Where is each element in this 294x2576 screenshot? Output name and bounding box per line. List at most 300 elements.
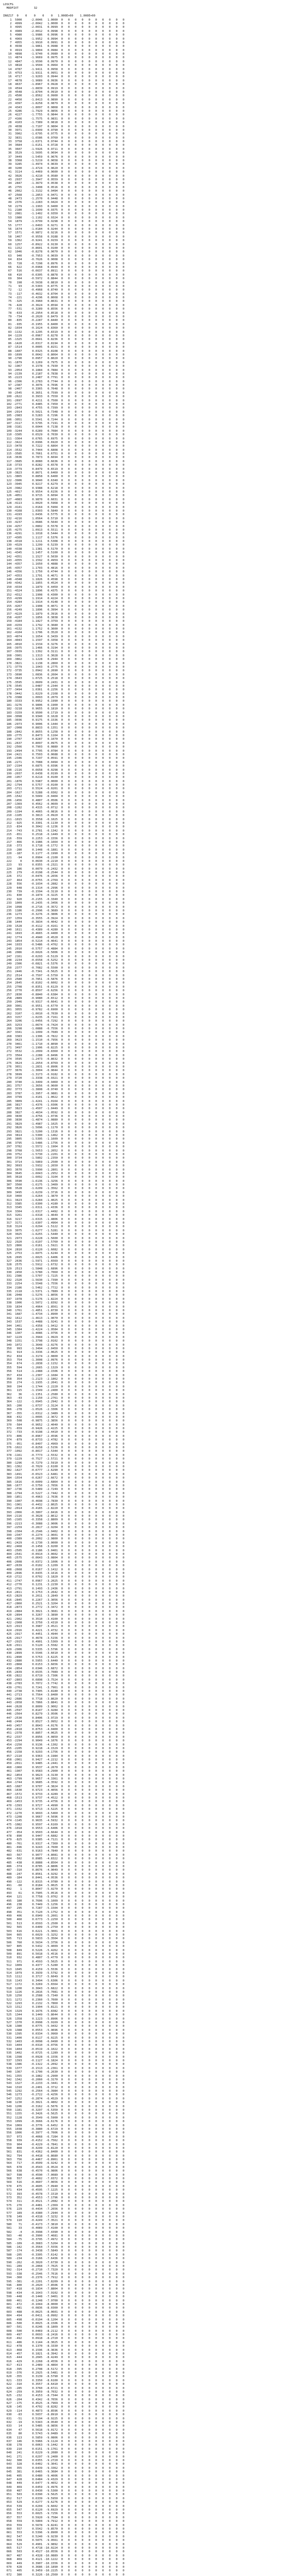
text-line: 435 -2839 0.6535 -3.7089 0 0 0 0 0 0 0 0 0 0: [3, 1671, 125, 1674]
text-line: 52 2081 -1.1402 0.9350 0 0 0 0 0 0 0 0 0 0: [3, 212, 125, 216]
text-line: 198 -2116 0.6658 0.0298 0 0 0 0 0 0 0 0 0 0: [3, 768, 125, 772]
text-line: 24 4343 -1.8097 0.9868 0 0 0 0 0 0 0 0 0 0: [3, 106, 125, 109]
text-line: 30 3971 -1.6999 0.9790 0 0 0 0 0 0 0 0 0 0: [3, 128, 125, 132]
text-line: 533 1404 -0.0310 -6.0756 0 0 0 0 0 0 0 0 0 0: [3, 2044, 125, 2047]
text-line: 265 3253 -1.0674 -0.7424 0 0 0 0 0 0 0 0 0 0: [3, 1023, 125, 1027]
text-line: 210 -1105 0.3813 -0.0920 0 0 0 0 0 0 0 0 0 0: [3, 814, 125, 818]
text-line: 64 834 -0.7626 0.9008 0 0 0 0 0 0 0 0 0 0: [3, 258, 125, 262]
text-line: 61 1152 -0.8601 0.9100 0 0 0 0 0 0 0 0 0 0: [3, 247, 125, 250]
text-line: 655 547 0.6120 -9.6929 0 0 0 0 0 0 0 0 0 0: [3, 2509, 125, 2512]
text-line: 371 -659 -0.9426 -2.4225 0 0 0 0 0 0 0 0 0 0: [3, 1427, 125, 1431]
text-line: 549 1206 -0.3162 -6.5076 0 0 0 0 0 0 0 0 0 0: [3, 2105, 125, 2108]
text-line: 132 -4216 1.0564 0.5710 0 0 0 0 0 0 0 0 0 0: [3, 517, 125, 520]
text-line: 631 -51 0.5194 -8.9225 0 0 0 0 0 0 0 0 0 0: [3, 2417, 125, 2420]
text-line: 329 2513 -1.5848 -1.6896 0 0 0 0 0 0 0 0 0 0: [3, 1267, 125, 1270]
text-line: 542 1342 -0.2060 -6.3170 0 0 0 0 0 0 0 0 0 0: [3, 2078, 125, 2081]
text-line: 382 -1427 -0.6777 -2.6290 0 0 0 0 0 0 0 0 0 0: [3, 1469, 125, 1472]
text-line: 73 -117 -0.4632 0.8704 0 0 0 0 0 0 0 0 0 0: [3, 292, 125, 296]
text-line: 292 3826 -1.5096 -1.1170 0 0 0 0 0 0 0 0 0 0: [3, 1126, 125, 1130]
text-line: 28 4103 -1.7389 0.9818 0 0 0 0 0 0 0 0 0 0: [3, 121, 125, 125]
text-line: 204 -1627 0.5288 -0.0302 0 0 0 0 0 0 0 0 0 0: [3, 791, 125, 794]
text-line: 536 1398 -0.0928 -6.1556 0 0 0 0 0 0 0 0 0 0: [3, 2055, 125, 2059]
text-line: 162 -4104 1.1706 0.3520 0 0 0 0 0 0 0 0 0 0: [3, 631, 125, 635]
text-line: 586 -142 -0.3564 -7.5556 0 0 0 0 0 0 0 0 0 0: [3, 2246, 125, 2249]
text-line: 469 -1453 0.9735 -4.4756 0 0 0 0 0 0 0 0 0 0: [3, 1800, 125, 1804]
text-line: 645 381 0.6465 -9.3684 0 0 0 0 0 0 0 0 0 0: [3, 2470, 125, 2474]
text-line: 46 2662 -1.3132 0.9494 0 0 0 0 0 0 0 0 0 0: [3, 190, 125, 193]
text-line: 25 4286 -1.7929 0.9856 0 0 0 0 0 0 0 0 0 0: [3, 109, 125, 113]
text-line: 114 -3532 0.7444 0.6808 0 0 0 0 0 0 0 0 0 0: [3, 448, 125, 452]
text-line: 121 -3865 0.8858 0.6400 0 0 0 0 0 0 0 0 0 0: [3, 475, 125, 479]
text-line: 386 -1677 -0.5750 -2.7056 0 0 0 0 0 0 0 0 0 0: [3, 1484, 125, 1487]
text-line: 585 -109 -0.3683 -7.5264 0 0 0 0 0 0 0 0 0 0: [3, 2242, 125, 2245]
text-line: 284 3799 -1.4101 -1.0022 0 0 0 0 0 0 0 0 0 0: [3, 1096, 125, 1099]
text-line: 237 1359 -0.3555 -0.3924 0 0 0 0 0 0 0 0 0 0: [3, 917, 125, 920]
text-line: 528 1380 0.0775 -5.9432 0 0 0 0 0 0 0 0 0 0: [3, 2025, 125, 2028]
text-line: 376 -1022 -0.8258 -2.5156 0 0 0 0 0 0 0 0 0 0: [3, 1446, 125, 1450]
text-line: 302 3693 -1.5932 -1.2650 0 0 0 0 0 0 0 0 0 0: [3, 1164, 125, 1168]
text-line: 231 830 -0.1874 -0.3225 0 0 0 0 0 0 0 0 0 0: [3, 894, 125, 897]
text-line: 661 553 0.5396 -9.8900 0 0 0 0 0 0 0 0 0 0: [3, 2531, 125, 2535]
text-line: 374 -879 -0.8733 -2.4782 0 0 0 0 0 0 0 0 0 0: [3, 1438, 125, 1442]
text-line: 18 4637 -1.8967 0.9928 0 0 0 0 0 0 0 0 0 0: [3, 83, 125, 87]
text-line: 416 -2845 0.2267 -3.3056 0 0 0 0 0 0 0 0 0 0: [3, 1598, 125, 1602]
text-line: 97 -2387 0.3076 0.7696 0 0 0 0 0 0 0 0 0 0: [3, 384, 125, 387]
text-line: 280 3740 -1.3499 -0.9460 0 0 0 0 0 0 0 0 0 0: [3, 1080, 125, 1084]
text-line: 480 -761 0.9317 -4.7360 0 0 0 0 0 0 0 0 0 0: [3, 1842, 125, 1845]
text-line: 563 756 -0.4467 -6.8961 0 0 0 0 0 0 0 0 0 0: [3, 2158, 125, 2162]
text-line: 632 -19 0.5343 -8.9540 0 0 0 0 0 0 0 0 0 0: [3, 2421, 125, 2425]
text-line: 395 -2165 -0.3358 -2.8809 0 0 0 0 0 0 0 0 0 0: [3, 1518, 125, 1522]
text-line: 570 475 -0.4605 -7.0940 0 0 0 0 0 0 0 0 0 0: [3, 2184, 125, 2188]
text-line: 349 1072 -1.3648 -2.0276 0 0 0 0 0 0 0 0 0 0: [3, 1343, 125, 1347]
text-line: 358 354 -1.2123 -2.1862 0 0 0 0 0 0 0 0 0 0: [3, 1378, 125, 1381]
text-line: 644 355 0.6439 -9.3362 0 0 0 0 0 0 0 0 0 0: [3, 2466, 125, 2470]
text-line: 643 328 0.6402 -9.3041 0 0 0 0 0 0 0 0 0 0: [3, 2463, 125, 2466]
text-line: 11 4874 -1.9669 0.9975 0 0 0 0 0 0 0 0 0 0: [3, 56, 125, 60]
text-line: 41 3114 -1.4469 0.9600 0 0 0 0 0 0 0 0 0 0: [3, 171, 125, 174]
text-line: 488 -247 0.8561 -4.9292 0 0 0 0 0 0 0 0 0 0: [3, 1872, 125, 1876]
text-line: 641 271 0.6297 -9.2400 0 0 0 0 0 0 0 0 0 0: [3, 2455, 125, 2459]
text-line: 22 4450 -1.8413 0.9890 0 0 0 0 0 0 0 0 0 0: [3, 98, 125, 101]
text-line: 4 4989 -2.0012 0.9998 0 0 0 0 0 0 0 0 0 0: [3, 29, 125, 33]
text-line: 464 -1744 0.9685 -4.3592 0 0 0 0 0 0 0 0 0 0: [3, 1781, 125, 1785]
text-line: 377 -1092 -0.8017 -2.5344 0 0 0 0 0 0 0 0 0 0: [3, 1450, 125, 1453]
text-line: 467 -1572 0.9733 -4.4289 0 0 0 0 0 0 0 0 0 0: [3, 1792, 125, 1796]
text-line: 263 3157 -1.0235 -0.7161 0 0 0 0 0 0 0 0 0 0: [3, 1015, 125, 1019]
text-line: 240 1611 -0.4389 -0.4280 0 0 0 0 0 0 0 0 0 0: [3, 928, 125, 931]
text-line: 38 3368 -1.5219 0.9658 0 0 0 0 0 0 0 0 0 0: [3, 159, 125, 163]
text-line: 422 -2908 0.3750 -3.4310 0 0 0 0 0 0 0 0 0 0: [3, 1621, 125, 1625]
text-line: 290 3830 -1.4874 -1.0880 0 0 0 0 0 0 0 0 0 0: [3, 1118, 125, 1122]
text-line: 665 517 0.4718 -10.0224 0 0 0 0 0 0 0 0 0 0: [3, 2546, 125, 2550]
text-line: 609 -497 0.0693 -8.2416 0 0 0 0 0 0 0 0 0 0: [3, 2333, 125, 2337]
text-line: 249 2306 -0.6821 -0.5376 0 0 0 0 0 0 0 0 0 0: [3, 962, 125, 966]
text-line: 474 -1145 0.9635 -4.5932 0 0 0 0 0 0 0 0 0 0: [3, 1819, 125, 1823]
text-line: 417 -2860 0.2521 -3.3264 0 0 0 0 0 0 0 0 0 0: [3, 1602, 125, 1606]
text-line: 506 760 0.5634 -5.3756 0 0 0 0 0 0 0 0 0 0: [3, 1941, 125, 1944]
text-line: 640 241 0.6229 -9.2080 0 0 0 0 0 0 0 0 0 0: [3, 2451, 125, 2455]
text-line: 612 -478 0.1370 -8.3330 0 0 0 0 0 0 0 0 0 0: [3, 2345, 125, 2348]
text-line: 322 2920 -1.6197 -1.5760 0 0 0 0 0 0 0 0 0 0: [3, 1240, 125, 1244]
text-line: 333 2254 -1.5548 -1.7556 0 0 0 0 0 0 0 0 0 0: [3, 1282, 125, 1286]
text-line: 200 -1957 0.6214 0.0100 0 0 0 0 0 0 0 0 0 0: [3, 776, 125, 779]
text-line: 587 -174 -0.3438 -7.5849 0 0 0 0 0 0 0 0 0 0: [3, 2249, 125, 2253]
text-line: 95 -2223 0.2487 0.7791 0 0 0 0 0 0 0 0 0 0: [3, 376, 125, 380]
text-line: 375 -951 -0.8497 -2.4969 0 0 0 0 0 0 0 0 0 0: [3, 1442, 125, 1446]
text-line: 582 -4 -0.3998 -7.4390 0 0 0 0 0 0 0 0 0 0: [3, 2230, 125, 2234]
text-line: 385 -1616 -0.6009 -2.6864 0 0 0 0 0 0 0 0 0 0: [3, 1480, 125, 1484]
text-line: 398 -2304 -0.2546 -2.9402 0 0 0 0 0 0 0 0 0 0: [3, 1530, 125, 1533]
text-line: 124 -3982 0.9388 0.6218 0 0 0 0 0 0 0 0 0 0: [3, 486, 125, 490]
text-line: 86 -1420 -0.0317 0.8194 0 0 0 0 0 0 0 0 0 0: [3, 342, 125, 345]
text-line: 133 -4237 1.0686 0.5644 0 0 0 0 0 0 0 0 0 0: [3, 521, 125, 524]
text-line: 583 -40 -0.3900 -7.4681 0 0 0 0 0 0 0 0 0 0: [3, 2234, 125, 2238]
text-line: 123 -3945 0.9217 0.6279 0 0 0 0 0 0 0 0 0 0: [3, 483, 125, 486]
text-line: 167 -3939 1.1392 0.3111 0 0 0 0 0 0 0 0 0 0: [3, 650, 125, 654]
text-line: 413 -2791 0.1493 -3.2436 0 0 0 0 0 0 0 0 0 0: [3, 1587, 125, 1590]
text-line: 189 -2775 0.8473 0.1164 0 0 0 0 0 0 0 0 0 0: [3, 734, 125, 737]
text-line: 453 -2294 0.9049 -4.1076 0 0 0 0 0 0 0 0 0 0: [3, 1739, 125, 1743]
text-line: 188 -2842 0.8655 0.1258 0 0 0 0 0 0 0 0 0 0: [3, 730, 125, 734]
text-line: 156 -4249 1.1896 0.3994 0 0 0 0 0 0 0 0 0 0: [3, 608, 125, 612]
text-line: 117 -3685 0.8080 0.6636 0 0 0 0 0 0 0 0 0 0: [3, 460, 125, 463]
text-line: 454 -2250 0.9136 -4.1302 0 0 0 0 0 0 0 0 0 0: [3, 1743, 125, 1747]
text-line: 593 -338 -0.2546 -7.7616 0 0 0 0 0 0 0 0 0 0: [3, 2272, 125, 2276]
text-line: 482 -631 0.9163 -4.7840 0 0 0 0 0 0 0 0 0 0: [3, 1850, 125, 1853]
text-line: 494 121 0.7758 -5.0762 0 0 0 0 0 0 0 0 0 0: [3, 1895, 125, 1899]
text-line: 591 -289 -0.2868 -7.7025 0 0 0 0 0 0 0 0 0 0: [3, 2265, 125, 2268]
text-line: 201 -1876 0.5987 0.0000 0 0 0 0 0 0 0 0 0 0: [3, 779, 125, 783]
text-line: 410 -2722 0.0702 -3.1820 0 0 0 0 0 0 0 0 0 0: [3, 1575, 125, 1579]
text-line: 138 -4318 1.1211 0.5308 0 0 0 0 0 0 0 0 0 0: [3, 540, 125, 544]
text-line: 99 -2545 0.3651 0.7599 0 0 0 0 0 0 0 0 0 0: [3, 391, 125, 395]
text-line: 101 -2697 0.4211 0.7500 0 0 0 0 0 0 0 0 0 0: [3, 399, 125, 402]
text-line: 400 -2389 -0.2002 -2.9800 0 0 0 0 0 0 0 0 0 0: [3, 1537, 125, 1541]
text-line: 511 971 0.4593 -5.5025 0 0 0 0 0 0 0 0 0 0: [3, 1960, 125, 1963]
text-line: 611 -486 0.1144 -8.3025 0 0 0 0 0 0 0 0 0 0: [3, 2341, 125, 2344]
text-line: 135 -4275 1.0913 0.5511 0 0 0 0 0 0 0 0 0 0: [3, 528, 125, 532]
text-line: 130 -4168 1.0303 0.5840 0 0 0 0 0 0 0 0 0 0: [3, 509, 125, 513]
text-line: 159 -4184 1.1827 0.3759 0 0 0 0 0 0 0 0 0 0: [3, 620, 125, 623]
text-line: 164 -4043 1.1597 0.3358 0 0 0 0 0 0 0 0 0 0: [3, 639, 125, 642]
text-line: 17 4678 -1.9089 0.9936 0 0 0 0 0 0 0 0 0 0: [3, 79, 125, 82]
text-line: 360 194 -1.1744 -2.2220 0 0 0 0 0 0 0 0 0 0: [3, 1385, 125, 1388]
text-line: 579 110 -0.4249 -7.3521 0 0 0 0 0 0 0 0 0 0: [3, 2219, 125, 2223]
text-line: 207 -1369 0.4562 -0.0609 0 0 0 0 0 0 0 0 0 0: [3, 803, 125, 806]
text-line: 486 -374 0.8785 -4.8806 0 0 0 0 0 0 0 0 0 0: [3, 1865, 125, 1869]
text-line: 75 -325 -0.3960 0.8631 0 0 0 0 0 0 0 0 0 0: [3, 300, 125, 303]
text-line: 672 380 0.3226 -10.2560 0 0 0 0 0 0 0 0 0 0: [3, 2573, 125, 2576]
text-line: 370 -584 -0.9652 -2.4040 0 0 0 0 0 0 0 0 0 0: [3, 1423, 125, 1427]
text-line: 662 547 0.5240 -9.9230 0 0 0 0 0 0 0 0 0 0: [3, 2535, 125, 2538]
text-line: 222 0 0.0630 -0.2210 0 0 0 0 0 0 0 0 0 0: [3, 859, 125, 863]
text-line: 104 -2914 0.5021 0.7348 0 0 0 0 0 0 0 0 0 0: [3, 410, 125, 414]
text-line: 300 3734 -1.5802 -1.2350 0 0 0 0 0 0 0 0 0 0: [3, 1157, 125, 1160]
text-line: 42 3026 -1.4210 0.9580 0 0 0 0 0 0 0 0 0 0: [3, 174, 125, 178]
text-line: 564 717 -0.4509 -6.9242 0 0 0 0 0 0 0 0 0 0: [3, 2162, 125, 2165]
text-line: 470 -1393 0.9727 -4.4990 0 0 0 0 0 0 0 0 0 0: [3, 1804, 125, 1807]
text-line: 636 113 0.5859 -9.0806 0 0 0 0 0 0 0 0 0 0: [3, 2436, 125, 2439]
text-line: 455 -2205 0.9218 -4.1529 0 0 0 0 0 0 0 0 0 0: [3, 1747, 125, 1750]
text-line: 407 -2639 -0.0102 -3.1209 0 0 0 0 0 0 0 0 0 0: [3, 1564, 125, 1568]
text-line: 372 -733 -0.9198 -2.4410 0 0 0 0 0 0 0 0 0 0: [3, 1431, 125, 1434]
text-line: 310 3460 -1.6264 -1.3870 0 0 0 0 0 0 0 0 0 0: [3, 1195, 125, 1198]
text-line: 465 -1687 0.9707 -4.3824 0 0 0 0 0 0 0 0 0 0: [3, 1785, 125, 1788]
text-line: 301 3714 -1.5869 -1.2500 0 0 0 0 0 0 0 0 0 0: [3, 1160, 125, 1164]
text-line: 378 -1161 -0.7773 -2.5532 0 0 0 0 0 0 0 0 0 0: [3, 1453, 125, 1457]
text-line: 252 2514 -0.7597 -0.5750 0 0 0 0 0 0 0 0 0 0: [3, 974, 125, 977]
text-line: 317 3171 -1.6307 -1.4964 0 0 0 0 0 0 0 0 0 0: [3, 1222, 125, 1225]
text-line: 517 1172 0.3269 -5.6564 0 0 0 0 0 0 0 0 0 0: [3, 1983, 125, 1987]
text-line: 23 4397 -1.8258 0.9879 0 0 0 0 0 0 0 0 0 0: [3, 102, 125, 106]
text-line: 213 -834 0.3042 -0.1236 0 0 0 0 0 0 0 0 0 0: [3, 825, 125, 829]
text-line: 484 -502 0.8985 -4.8322 0 0 0 0 0 0 0 0 0 0: [3, 1857, 125, 1861]
text-line: 304 3645 -1.6043 -1.2952 0 0 0 0 0 0 0 0 0 0: [3, 1172, 125, 1175]
text-line: 559 904 -0.4229 -6.7841 0 0 0 0 0 0 0 0 0 0: [3, 2143, 125, 2146]
text-line: 48 2473 -1.2570 0.9448 0 0 0 0 0 0 0 0 0 0: [3, 197, 125, 200]
text-line: 489 -184 0.8441 -4.9536 0 0 0 0 0 0 0 0 0 0: [3, 1876, 125, 1880]
text-line: 13 4818 -1.9504 0.9964 0 0 0 0 0 0 0 0 0 0: [3, 64, 125, 67]
text-line: 88 -1607 0.0325 0.8108 0 0 0 0 0 0 0 0 0 0: [3, 349, 125, 353]
text-line: 224 186 0.0079 -0.2432 0 0 0 0 0 0 0 0 0 0: [3, 867, 125, 871]
text-line: 361 115 -1.1549 -2.2400 0 0 0 0 0 0 0 0 0 0: [3, 1389, 125, 1393]
text-line: 671 405 0.3459 -10.2225 0 0 0 0 0 0 0 0 0 0: [3, 2569, 125, 2573]
text-line: 166 -3975 1.1466 0.3194 0 0 0 0 0 0 0 0 0 0: [3, 647, 125, 650]
text-line: 235 1186 -0.2996 -0.3689 0 0 0 0 0 0 0 0 0 0: [3, 909, 125, 912]
text-line: 47 2568 -1.2853 0.9471 0 0 0 0 0 0 0 0 0 0: [3, 193, 125, 197]
text-line: 35 3607 -1.5926 0.9711 0 0 0 0 0 0 0 0 0 0: [3, 147, 125, 151]
text-line: 363 -43 -1.1150 -2.2761 0 0 0 0 0 0 0 0 0 0: [3, 1396, 125, 1400]
text-line: 287 3823 -1.4507 -1.0449 0 0 0 0 0 0 0 0 0 0: [3, 1107, 125, 1111]
text-line: 115 -3585 0.7661 0.6751 0 0 0 0 0 0 0 0 0 0: [3, 452, 125, 456]
text-line: 368 -432 -1.0095 -2.3672 0 0 0 0 0 0 0 0 0 0: [3, 1415, 125, 1419]
text-line: 473 -1208 0.9667 -4.5696 0 0 0 0 0 0 0 0 0 0: [3, 1815, 125, 1819]
text-line: 56 1674 -1.0184 0.9244 0 0 0 0 0 0 0 0 0 0: [3, 228, 125, 231]
text-line: 62 1046 -0.8278 0.9070 0 0 0 0 0 0 0 0 0 0: [3, 250, 125, 254]
text-line: 618 -395 0.2708 -8.5172 0 0 0 0 0 0 0 0 0 0: [3, 2367, 125, 2371]
text-line: 584 -75 -0.3795 -7.4972 0 0 0 0 0 0 0 0 0 0: [3, 2238, 125, 2242]
text-line: 273 3564 -1.2288 -0.8496 0 0 0 0 0 0 0 0 0 0: [3, 1054, 125, 1057]
text-line: 497 295 0.7287 -5.1504 0 0 0 0 0 0 0 0 0 0: [3, 1907, 125, 1910]
text-line: 346 1307 -1.4086 -1.9756 0 0 0 0 0 0 0 0 0 0: [3, 1332, 125, 1335]
text-line: 169 -3862 1.1228 0.2944 0 0 0 0 0 0 0 0 0 0: [3, 658, 125, 662]
text-line: 279 3720 -1.3338 -0.9321 0 0 0 0 0 0 0 0 0 0: [3, 1077, 125, 1080]
text-line: 8 4938 -1.9861 0.9988 0 0 0 0 0 0 0 0 0 0: [3, 45, 125, 48]
text-line: 45 2755 -1.3408 0.9516 0 0 0 0 0 0 0 0 0 0: [3, 185, 125, 189]
text-line: 93 -2054 0.1884 0.7884 0 0 0 0 0 0 0 0 0 0: [3, 368, 125, 372]
text-line: 3 4995 -2.0031 0.9999 0 0 0 0 0 0 0 0 0 0: [3, 26, 125, 29]
text-line: 384 -1554 -0.6267 -2.6672 0 0 0 0 0 0 0 0 0 0: [3, 1477, 125, 1480]
text-line: 424 -2916 0.4221 -3.4732 0 0 0 0 0 0 0 0 0 0: [3, 1629, 125, 1632]
text-line: 276 3651 -1.2831 -0.8906 0 0 0 0 0 0 0 0 0 0: [3, 1065, 125, 1069]
text-line: 554 1069 -0.3776 -6.6452 0 0 0 0 0 0 0 0 0 0: [3, 2124, 125, 2127]
text-line: 187 -2908 0.8833 0.1351 0 0 0 0 0 0 0 0 0 0: [3, 726, 125, 730]
text-line: 668 469 0.4121 -10.1222 0 0 0 0 0 0 0 0 0 0: [3, 2558, 125, 2562]
text-line: 485 -438 0.8888 -4.8564 0 0 0 0 0 0 0 0 0 0: [3, 1861, 125, 1865]
text-line: 65 728 -0.7298 0.8976 0 0 0 0 0 0 0 0 0 0: [3, 262, 125, 265]
text-line: 291 3829 -1.4987 -1.1025 0 0 0 0 0 0 0 0 0 0: [3, 1122, 125, 1126]
text-line: 518 1200 0.3043 -5.6822 0 0 0 0 0 0 0 0 0 0: [3, 1987, 125, 1990]
text-line: 267 3341 -1.1099 -0.7689 0 0 0 0 0 0 0 0 0 0: [3, 1031, 125, 1035]
text-line: 146 -4356 1.1750 0.4744 0 0 0 0 0 0 0 0 0 0: [3, 570, 125, 574]
text-line: 357 434 -1.2307 -2.1684 0 0 0 0 0 0 0 0 0 0: [3, 1374, 125, 1377]
text-line: 212 -925 0.3301 -0.1130 0 0 0 0 0 0 0 0 0 0: [3, 821, 125, 825]
text-line: 126 -4051 0.9715 0.6094 0 0 0 0 0 0 0 0 0 0: [3, 494, 125, 498]
text-line: 503 616 0.6221 -5.3001 0 0 0 0 0 0 0 0 0 0: [3, 1929, 125, 1933]
text-line: 495 180 0.7606 -5.1009 0 0 0 0 0 0 0 0 0 0: [3, 1899, 125, 1903]
text-line: 234 1098 -0.2716 -0.3572 0 0 0 0 0 0 0 0 0 0: [3, 905, 125, 909]
text-line: 27 4166 -1.7575 0.9831 0 0 0 0 0 0 0 0 0 0: [3, 117, 125, 121]
text-line: 553 1099 -0.3666 -6.6176 0 0 0 0 0 0 0 0 0 0: [3, 2120, 125, 2124]
text-line: 652 517 0.6339 -9.5950 0 0 0 0 0 0 0 0 0 0: [3, 2497, 125, 2500]
text-line: 37 3449 -1.5459 0.9676 0 0 0 0 0 0 0 0 0 0: [3, 155, 125, 159]
text-line: 604 -494 -0.0411 -8.0902 0 0 0 0 0 0 0 0 0 0: [3, 2314, 125, 2318]
text-line: 551 1155 -0.3426 -6.5625 0 0 0 0 0 0 0 0 0 0: [3, 2112, 125, 2116]
text-line: 118 -3733 0.8282 0.6578 0 0 0 0 0 0 0 0 0 0: [3, 464, 125, 467]
text-line: 351 914 -1.3336 -2.0625 0 0 0 0 0 0 0 0 0 0: [3, 1351, 125, 1354]
text-line: 12 4847 -1.9590 0.9970 0 0 0 0 0 0 0 0 0 0: [3, 60, 125, 63]
text-line: 633 14 0.5485 -8.9856 0 0 0 0 0 0 0 0 0 0: [3, 2425, 125, 2428]
text-line: 217 -466 0.1986 -0.1664 0 0 0 0 0 0 0 0 0 0: [3, 840, 125, 844]
text-line: 51 2180 -1.1699 0.9375 0 0 0 0 0 0 0 0 0 0: [3, 209, 125, 212]
text-line: 269 3423 -1.1510 -0.7956 0 0 0 0 0 0 0 0 0 0: [3, 1039, 125, 1042]
text-line: 427 -2915 0.4901 -3.5369 0 0 0 0 0 0 0 0 0 0: [3, 1640, 125, 1643]
text-line: 142 -4351 1.1527 0.5030 0 0 0 0 0 0 0 0 0 0: [3, 555, 125, 558]
text-line: 580 71 -0.4173 -7.3810 0 0 0 0 0 0 0 0 0 0: [3, 2223, 125, 2226]
text-line: 163 -4074 1.1654 0.3439 0 0 0 0 0 0 0 0 0 0: [3, 635, 125, 638]
text-line: 272 3532 -1.2099 -0.8360 0 0 0 0 0 0 0 0 0 0: [3, 1050, 125, 1054]
text-line: 629 -114 0.4873 -8.8596 0 0 0 0 0 0 0 0 0 0: [3, 2409, 125, 2413]
text-line: 34 3684 -1.6151 0.9728 0 0 0 0 0 0 0 0 0 0: [3, 144, 125, 147]
text-line: 666 503 0.4527 -10.0556 0 0 0 0 0 0 0 0 0 0: [3, 2550, 125, 2554]
text-line: 501 513 0.6593 -5.2500 0 0 0 0 0 0 0 0 0 0: [3, 1922, 125, 1925]
text-line: 508 849 0.5226 -5.4262 0 0 0 0 0 0 0 0 0 0: [3, 1948, 125, 1952]
text-line: 296 3795 -1.5486 -1.1756 0 0 0 0 0 0 0 0 0 0: [3, 1141, 125, 1145]
text-line: 423 -2913 0.3987 -3.4521 0 0 0 0 0 0 0 0 0 0: [3, 1625, 125, 1629]
text-line: 603 -488 -0.0625 -8.0601 0 0 0 0 0 0 0 0 0 0: [3, 2310, 125, 2314]
text-line: 10 4898 -1.9740 0.9980 0 0 0 0 0 0 0 0 0 0: [3, 53, 125, 56]
text-line: 362 36 -1.1351 -2.2580 0 0 0 0 0 0 0 0 0 0: [3, 1393, 125, 1396]
text-line: 58 1467 -0.9558 0.9188 0 0 0 0 0 0 0 0 0 0: [3, 235, 125, 239]
text-line: 148 -4348 1.1826 0.4598 0 0 0 0 0 0 0 0 0 0: [3, 578, 125, 581]
text-line: 328 2575 -1.5912 -1.6732 0 0 0 0 0 0 0 0 0 0: [3, 1263, 125, 1267]
text-line: 32 3831 -1.6586 0.9760 0 0 0 0 0 0 0 0 0 0: [3, 136, 125, 140]
text-line: 175 -3595 1.0609 0.2431 0 0 0 0 0 0 0 0 0 0: [3, 681, 125, 684]
text-line: 521 1272 0.2360 -5.7600 0 0 0 0 0 0 0 0 0 0: [3, 1998, 125, 2002]
text-line: 248 2234 -0.6558 -0.5252 0 0 0 0 0 0 0 0 0 0: [3, 959, 125, 962]
text-line: 57 1571 -0.9872 0.9216 0 0 0 0 0 0 0 0 0 0: [3, 231, 125, 235]
text-line: 408 -2668 0.0167 -3.1412 0 0 0 0 0 0 0 0 0 0: [3, 1568, 125, 1571]
text-line: 401 -2429 -0.1730 -3.0000 0 0 0 0 0 0 0 0 0 0: [3, 1541, 125, 1545]
text-line: 626 -204 0.4342 -8.7656 0 0 0 0 0 0 0 0 0 0: [3, 2398, 125, 2401]
text-line: 355 594 -1.2665 -2.1329 0 0 0 0 0 0 0 0 0 0: [3, 1366, 125, 1369]
text-line: 147 -4353 1.1791 0.4671 0 0 0 0 0 0 0 0 0 0: [3, 574, 125, 578]
text-line: 379 -1229 -0.7527 -2.5721 0 0 0 0 0 0 0 0 0 0: [3, 1458, 125, 1461]
text-line: 78 -633 -0.2954 0.8518 0 0 0 0 0 0 0 0 0 0: [3, 311, 125, 315]
text-line: 311 3423 -1.6284 -1.4025 0 0 0 0 0 0 0 0 0 0: [3, 1198, 125, 1202]
text-line: 460 -1960 0.9537 -4.2670 0 0 0 0 0 0 0 0 0 0: [3, 1766, 125, 1769]
text-line: 105 -2983 0.5283 0.7296 0 0 0 0 0 0 0 0 0 0: [3, 414, 125, 418]
text-line: 94 -2139 0.2187 0.7838 0 0 0 0 0 0 0 0 0 0: [3, 372, 125, 376]
text-line: 462 -1854 0.9623 -4.3130 0 0 0 0 0 0 0 0 0 0: [3, 1773, 125, 1777]
text-line: 113 -3478 0.7222 0.6864 0 0 0 0 0 0 0 0 0 0: [3, 445, 125, 448]
text-line: 390 -1907 -0.4698 -2.7830 0 0 0 0 0 0 0 0 0 0: [3, 1499, 125, 1503]
text-line: 535 1402 -0.0725 -6.1289 0 0 0 0 0 0 0 0 0 0: [3, 2052, 125, 2055]
text-line: 327 2636 -1.5971 -1.6569 0 0 0 0 0 0 0 0 0 0: [3, 1259, 125, 1263]
text-line: 82 -1034 -0.1624 0.8360 0 0 0 0 0 0 0 0 0 0: [3, 327, 125, 330]
text-line: 418 -2873 0.2772 -3.3472 0 0 0 0 0 0 0 0 0 0: [3, 1606, 125, 1609]
text-line: 324 2810 -1.6120 -1.6082 0 0 0 0 0 0 0 0 0 0: [3, 1248, 125, 1251]
text-line: 394 -2116 -0.3628 -2.8612 0 0 0 0 0 0 0 0 0 0: [3, 1515, 125, 1518]
text-line: 412 -2770 0.1231 -3.2230 0 0 0 0 0 0 0 0 0 0: [3, 1583, 125, 1587]
text-line: 522 1293 0.2132 -5.7860 0 0 0 0 0 0 0 0 0 0: [3, 2002, 125, 2006]
text-line: 602 -481 -0.0836 -8.0300 0 0 0 0 0 0 0 0 0 0: [3, 2307, 125, 2310]
text-line: 654 539 0.6204 -9.6602 0 0 0 0 0 0 0 0 0 0: [3, 2504, 125, 2508]
text-line: 268 3383 -1.1306 -0.7822 0 0 0 0 0 0 0 0 0 0: [3, 1035, 125, 1038]
text-line: 512 1009 0.4377 -5.5280 0 0 0 0 0 0 0 0 0 0: [3, 1964, 125, 1968]
text-line: 338 1906 -1.5072 -1.8392 0 0 0 0 0 0 0 0 0 0: [3, 1301, 125, 1305]
text-line: 601 -472 -0.1044 -8.0000 0 0 0 0 0 0 0 0 0 0: [3, 2302, 125, 2306]
text-line: 139 -4329 1.1299 0.5239 0 0 0 0 0 0 0 0 0 0: [3, 544, 125, 547]
text-line: 102 -2771 0.4485 0.7450 0 0 0 0 0 0 0 0 0 0: [3, 403, 125, 406]
text-line: 266 3298 -1.0888 -0.7556 0 0 0 0 0 0 0 0 0 0: [3, 1027, 125, 1031]
text-line: 539 1377 -0.1513 -6.2361 0 0 0 0 0 0 0 0 0 0: [3, 2066, 125, 2070]
text-line: 253 2580 -0.7851 -0.5876 0 0 0 0 0 0 0 0 0 0: [3, 978, 125, 981]
text-line: 637 146 0.5966 -9.1124 0 0 0 0 0 0 0 0 0 0: [3, 2440, 125, 2443]
text-line: 74 -221 -0.4296 0.8668 0 0 0 0 0 0 0 0 0 0: [3, 296, 125, 300]
text-line: 44 2847 -1.3679 0.9538 0 0 0 0 0 0 0 0 0 0: [3, 182, 125, 185]
text-line: 449 -2457 0.8643 -4.0176 0 0 0 0 0 0 0 0 0 0: [3, 1724, 125, 1727]
text-line: 353 754 -1.3008 -2.0976 0 0 0 0 0 0 0 0 0 0: [3, 1359, 125, 1362]
text-line: 568 557 -0.4602 -7.0372 0 0 0 0 0 0 0 0 0 0: [3, 2177, 125, 2181]
text-line: 524 1329 0.1676 -5.8382 0 0 0 0 0 0 0 0 0 0: [3, 2009, 125, 2013]
text-line: 2 4999 -2.0042 1.0000 0 0 0 0 0 0 0 0 0 0: [3, 22, 125, 25]
text-line: 81 -935 -0.1955 0.8400 0 0 0 0 0 0 0 0 0 0: [3, 323, 125, 326]
text-line: 500 460 0.6773 -5.2250 0 0 0 0 0 0 0 0 0 0: [3, 1918, 125, 1922]
text-line: 39 3285 -1.4974 0.9639 0 0 0 0 0 0 0 0 0 0: [3, 163, 125, 166]
text-line: 622 -310 0.3557 -8.6410 0 0 0 0 0 0 0 0 0 0: [3, 2383, 125, 2386]
text-line: 481 -696 0.9243 -4.7600 0 0 0 0 0 0 0 0 0 0: [3, 1846, 125, 1850]
text-line: 450 -2418 0.8753 -4.0400 0 0 0 0 0 0 0 0 0 0: [3, 1727, 125, 1731]
text-line: 436 -2822 0.6719 -3.7306 0 0 0 0 0 0 0 0 0 0: [3, 1674, 125, 1678]
text-line: 571 434 -0.4595 -7.1225 0 0 0 0 0 0 0 0 0 0: [3, 2189, 125, 2192]
text-line: 558 939 -0.4152 -6.7562 0 0 0 0 0 0 0 0 0 0: [3, 2139, 125, 2143]
text-line: 330 2450 -1.5780 -1.7060 0 0 0 0 0 0 0 0 0 0: [3, 1271, 125, 1275]
text-line: 183 -3159 0.9500 0.1719 0 0 0 0 0 0 0 0 0 0: [3, 711, 125, 715]
text-line: 20 4548 -1.8704 0.9910 0 0 0 0 0 0 0 0 0 0: [3, 90, 125, 94]
text-line: 569 516 -0.4607 -7.0656 0 0 0 0 0 0 0 0 0 0: [3, 2181, 125, 2184]
text-line: 308 3528 -1.6209 -1.3562 0 0 0 0 0 0 0 0 0 0: [3, 1187, 125, 1191]
text-line: 305 3618 -1.6092 -1.3104 0 0 0 0 0 0 0 0 0 0: [3, 1176, 125, 1179]
text-line: 404 -2541 -0.0914 -3.0602 0 0 0 0 0 0 0 0 0 0: [3, 1552, 125, 1556]
document-title: LOSCFG: [3, 3, 13, 6]
text-line: 257 2830 -0.8840 -0.6384 0 0 0 0 0 0 0 0 0 0: [3, 993, 125, 996]
text-line: 403 -2505 -0.1186 -3.0401 0 0 0 0 0 0 0 0 0 0: [3, 1549, 125, 1552]
text-line: 556 1006 -0.3977 -6.7006 0 0 0 0 0 0 0 0 0 0: [3, 2131, 125, 2135]
text-line: 59 1362 -0.9241 0.9159 0 0 0 0 0 0 0 0 0 0: [3, 239, 125, 243]
text-line: 160 -4159 1.1792 0.3680 0 0 0 0 0 0 0 0 0 0: [3, 623, 125, 627]
text-line: 590 -262 -0.3020 -7.6730 0 0 0 0 0 0 0 0 0 0: [3, 2261, 125, 2264]
text-line: 152 -4312 1.1908 0.4300 0 0 0 0 0 0 0 0 0 0: [3, 593, 125, 597]
text-line: 320 3025 -1.6255 -1.5440 0 0 0 0 0 0 0 0 0 0: [3, 1233, 125, 1236]
text-line: 628 -145 0.4702 -8.8282 0 0 0 0 0 0 0 0 0 0: [3, 2405, 125, 2409]
text-line: 71 93 -0.5303 0.8775 0 0 0 0 0 0 0 0 0 0: [3, 284, 125, 288]
text-line: 627 -175 0.4525 -8.7969 0 0 0 0 0 0 0 0 0 0: [3, 2402, 125, 2405]
text-line: 505 713 0.5833 -5.3504 0 0 0 0 0 0 0 0 0 0: [3, 1937, 125, 1941]
text-line: 143 -4355 1.1592 0.4959 0 0 0 0 0 0 0 0 0 0: [3, 559, 125, 563]
text-line: 499 406 0.6949 -5.2001 0 0 0 0 0 0 0 0 0 0: [3, 1914, 125, 1918]
